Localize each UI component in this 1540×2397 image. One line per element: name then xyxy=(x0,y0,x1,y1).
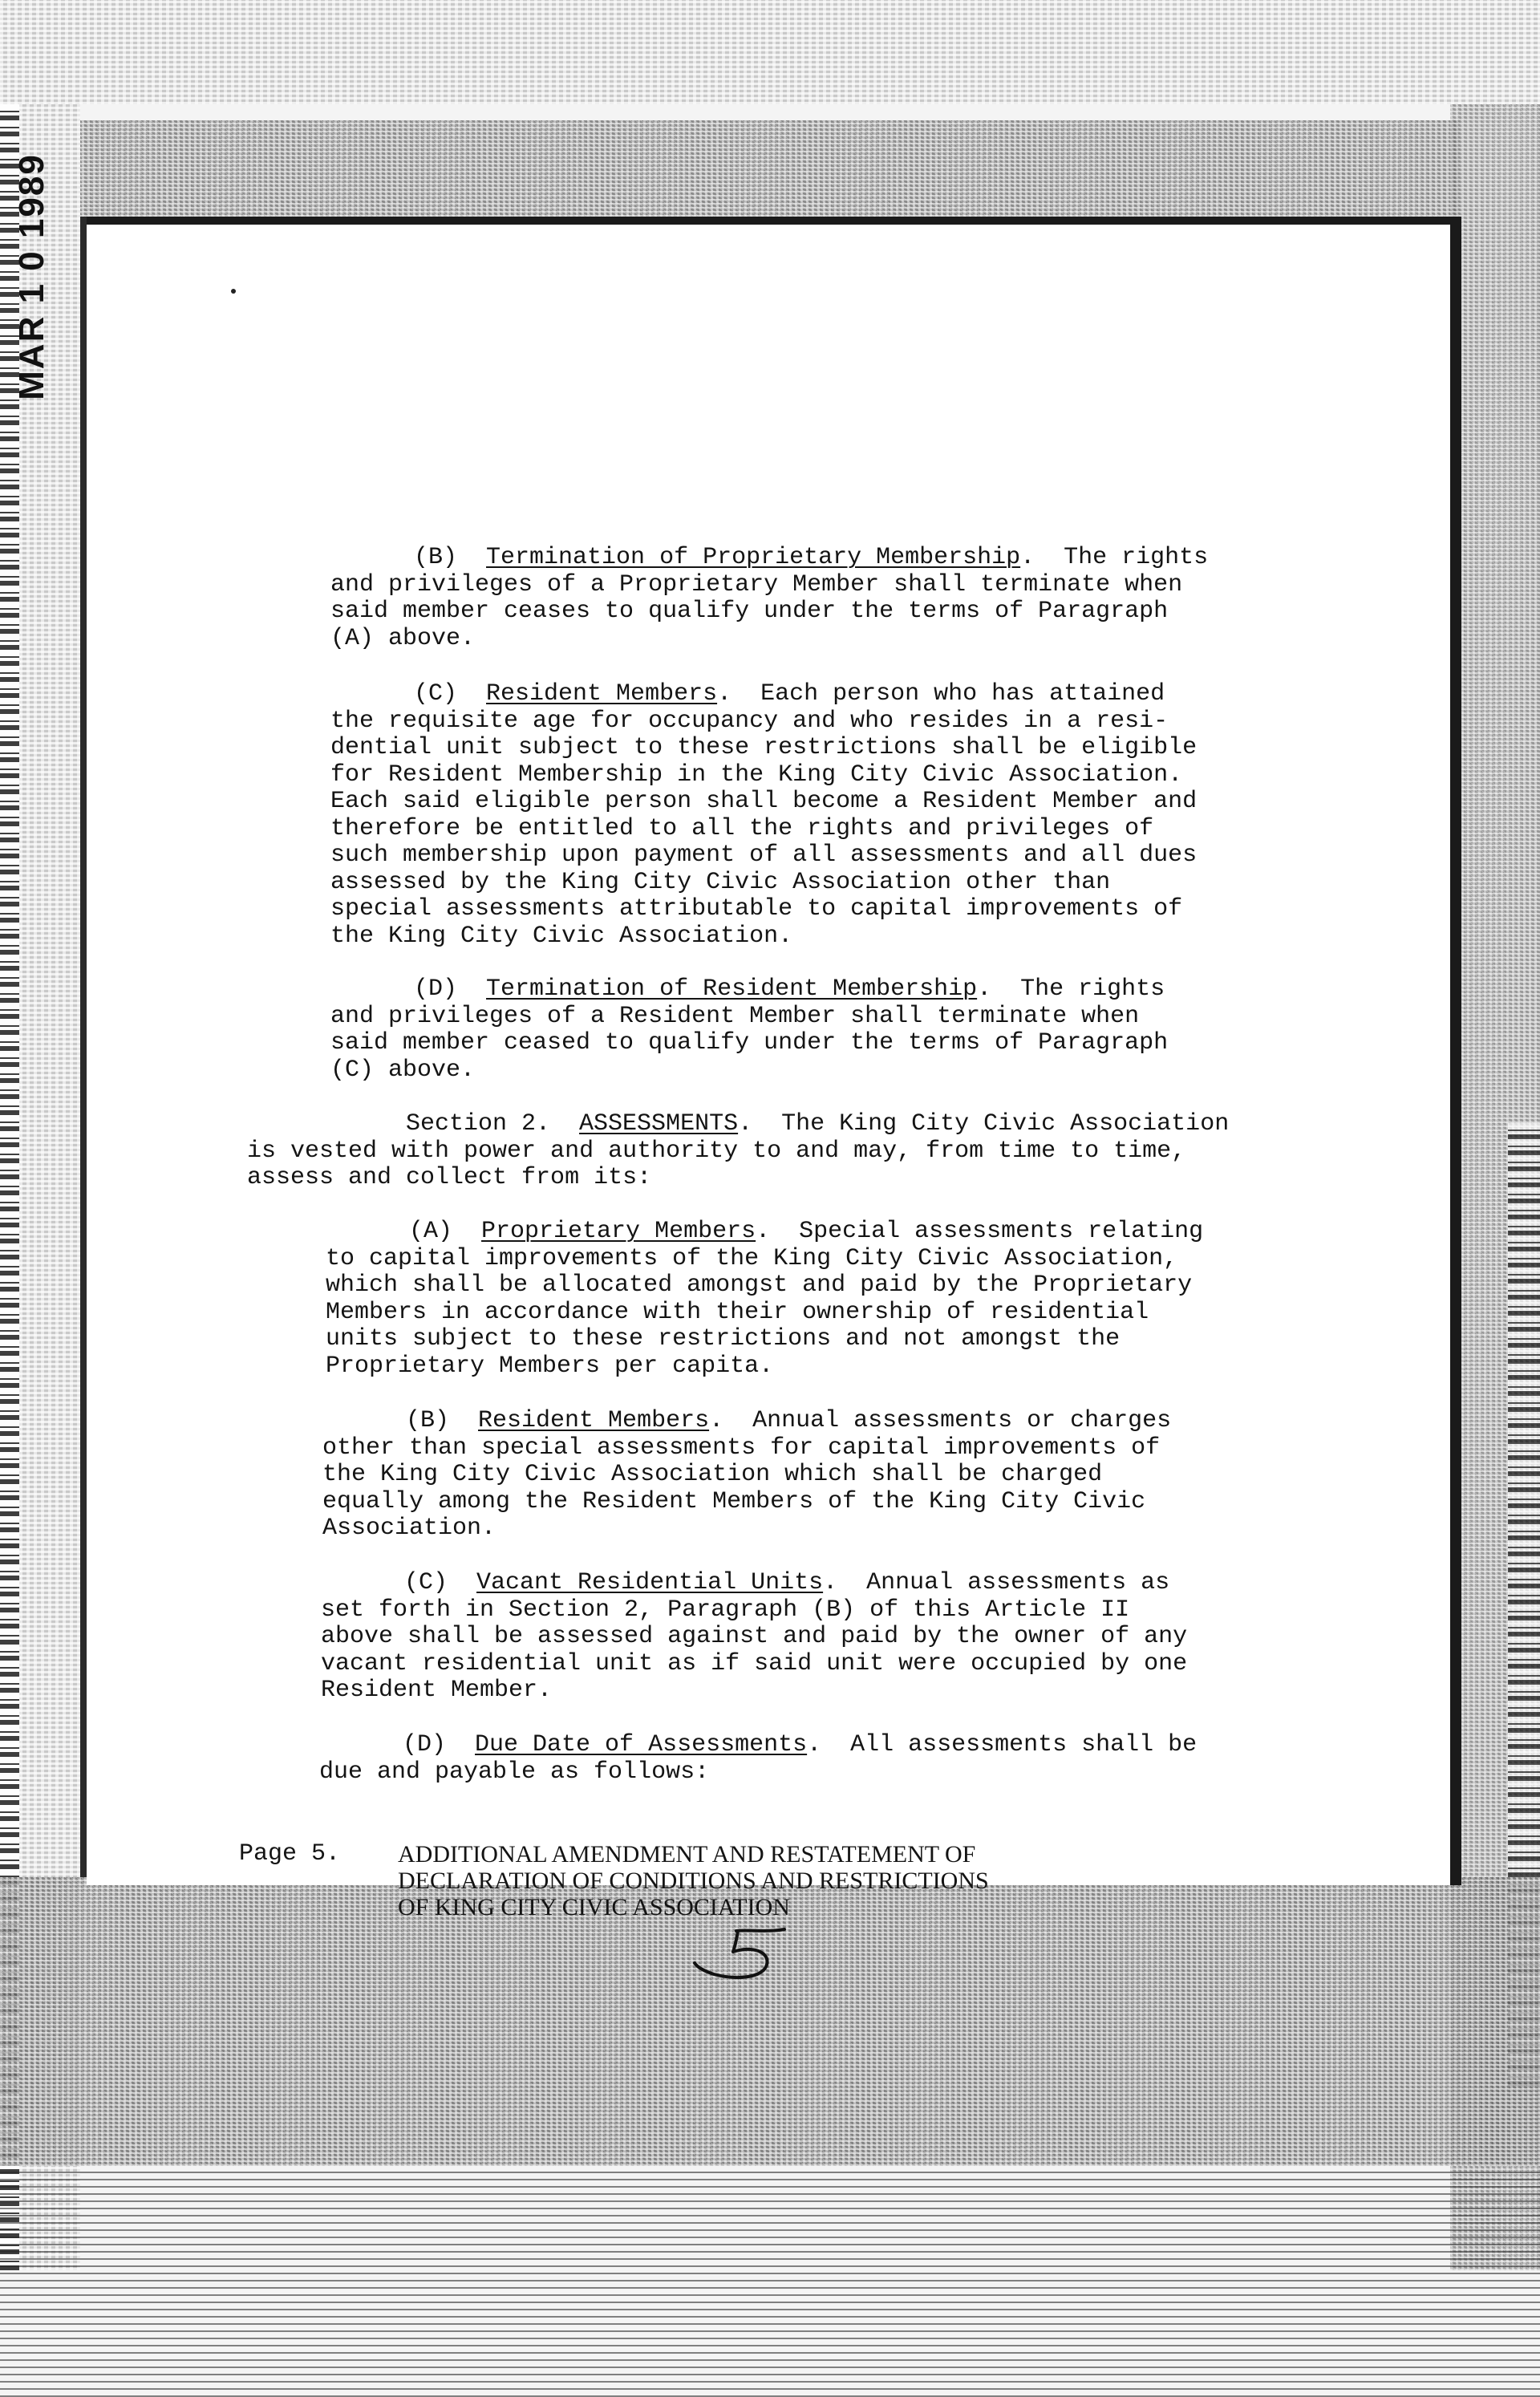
paragraph-title: Vacant Residential Units xyxy=(476,1569,824,1596)
paragraph-heading-rest: . Special assessments relating xyxy=(756,1218,1204,1245)
paragraph-title: Due Date of Assessments xyxy=(475,1731,808,1758)
section-title: ASSESSMENTS xyxy=(579,1110,739,1138)
paragraph-body: set forth in Section 2, Paragraph (B) of this Article II above shall be assessed against and paid by the owner of any vacant residential unit as if said unit were occupied by one Resident Member. xyxy=(321,1596,1188,1704)
paragraph-label: (B) xyxy=(414,544,458,571)
stray-mark xyxy=(231,289,236,294)
paragraph-body: and privileges of a Proprietary Member shall terminate when said member ceases to qualify under the terms of Paragraph (A) above. xyxy=(330,570,1183,652)
paragraph-d-due-date xyxy=(319,1678,1197,1839)
paragraph-heading-line xyxy=(319,1732,1197,1759)
scan-noise-bottom xyxy=(0,1877,1540,2166)
paragraph-heading-line xyxy=(330,681,1197,708)
handwritten-page-number xyxy=(690,1921,802,1985)
paragraph-body: the requisite age for occupancy and who resides in a resi- dential unit subject to these restrictions shall be eligible for Resident Membership in the King City Civic Association. Each said eligible person shall become a Resident Member and therefore be entitled to all the rights and privileges of such membership upon payment of all assessments and all dues assessed by the King City Civic Association other than special assessments attributable to capital improvements of the King City Civic Association. xyxy=(330,707,1198,950)
paragraph-heading-line xyxy=(322,1408,1171,1435)
scan-noise-bottom-lines xyxy=(0,2166,1540,2397)
paragraph-heading-line xyxy=(321,1570,1187,1597)
paragraph-heading-rest: . Each person who has attained xyxy=(717,680,1165,708)
paragraph-heading-rest: . The rights xyxy=(977,975,1165,1003)
section-heading-line xyxy=(247,1111,1229,1138)
paragraph-title: Termination of Proprietary Membership xyxy=(486,544,1021,571)
section-heading-rest: . The King City Civic Association xyxy=(738,1110,1230,1138)
paragraph-label: (D) xyxy=(403,1731,447,1758)
paragraph-body: other than special assessments for capital improvements of the King City Civic Association which shall be charged equally among the Resident Members of the King City Civic Association. xyxy=(322,1434,1161,1542)
scan-noise-top-dark xyxy=(48,120,1460,217)
paragraph-heading-line xyxy=(326,1219,1203,1246)
paragraph-title: Resident Members xyxy=(486,680,718,708)
paragraph-title: Proprietary Members xyxy=(481,1218,756,1245)
paragraph-heading-rest: . Annual assessments as xyxy=(823,1569,1170,1596)
paragraph-body: due and payable as follows: xyxy=(319,1758,710,1786)
paragraph-label: (D) xyxy=(414,975,458,1003)
paragraph-label: (C) xyxy=(404,1569,448,1596)
paragraph-heading-line xyxy=(330,545,1208,572)
paragraph-heading-rest: . All assessments shall be xyxy=(807,1731,1198,1758)
paragraph-body: to capital improvements of the King City Civic Association, which shall be allocated amongst and paid by the Proprietary Members in accordance with their ownership of residential units subject to these restrictions and not amongst the Proprietary Members per capita. xyxy=(326,1244,1193,1380)
paragraph-heading-rest: . Annual assessments or charges xyxy=(709,1407,1172,1434)
paragraph-title: Resident Members xyxy=(478,1407,710,1434)
date-stamp-text: MAR 1 0 1989 xyxy=(12,153,52,400)
paragraph-label: (C) xyxy=(414,680,458,708)
scan-noise-top xyxy=(0,0,1540,104)
section-label: Section 2. xyxy=(406,1110,551,1138)
section-body: is vested with power and authority to and may, from time to time, assess and collect from its: xyxy=(247,1137,1186,1191)
footer-document-title: ADDITIONAL AMENDMENT AND RESTATEMENT OF DECLARATION OF CONDITIONS AND RESTRICTIONS OF KING CITY CIVIC ASSOCIATION xyxy=(398,1841,989,1920)
footer-page-label: Page 5. xyxy=(239,1840,341,1868)
paragraph-heading-rest: . The rights xyxy=(1020,544,1209,571)
paragraph-body: and privileges of a Resident Member shall terminate when said member ceased to qualify under the terms of Paragraph (C) above. xyxy=(330,1002,1169,1084)
paragraph-title: Termination of Resident Membership xyxy=(486,975,978,1003)
date-stamp xyxy=(0,153,64,400)
paragraph-label: (A) xyxy=(409,1218,453,1245)
paragraph-label: (B) xyxy=(406,1407,450,1434)
paragraph-heading-line xyxy=(330,976,1168,1004)
